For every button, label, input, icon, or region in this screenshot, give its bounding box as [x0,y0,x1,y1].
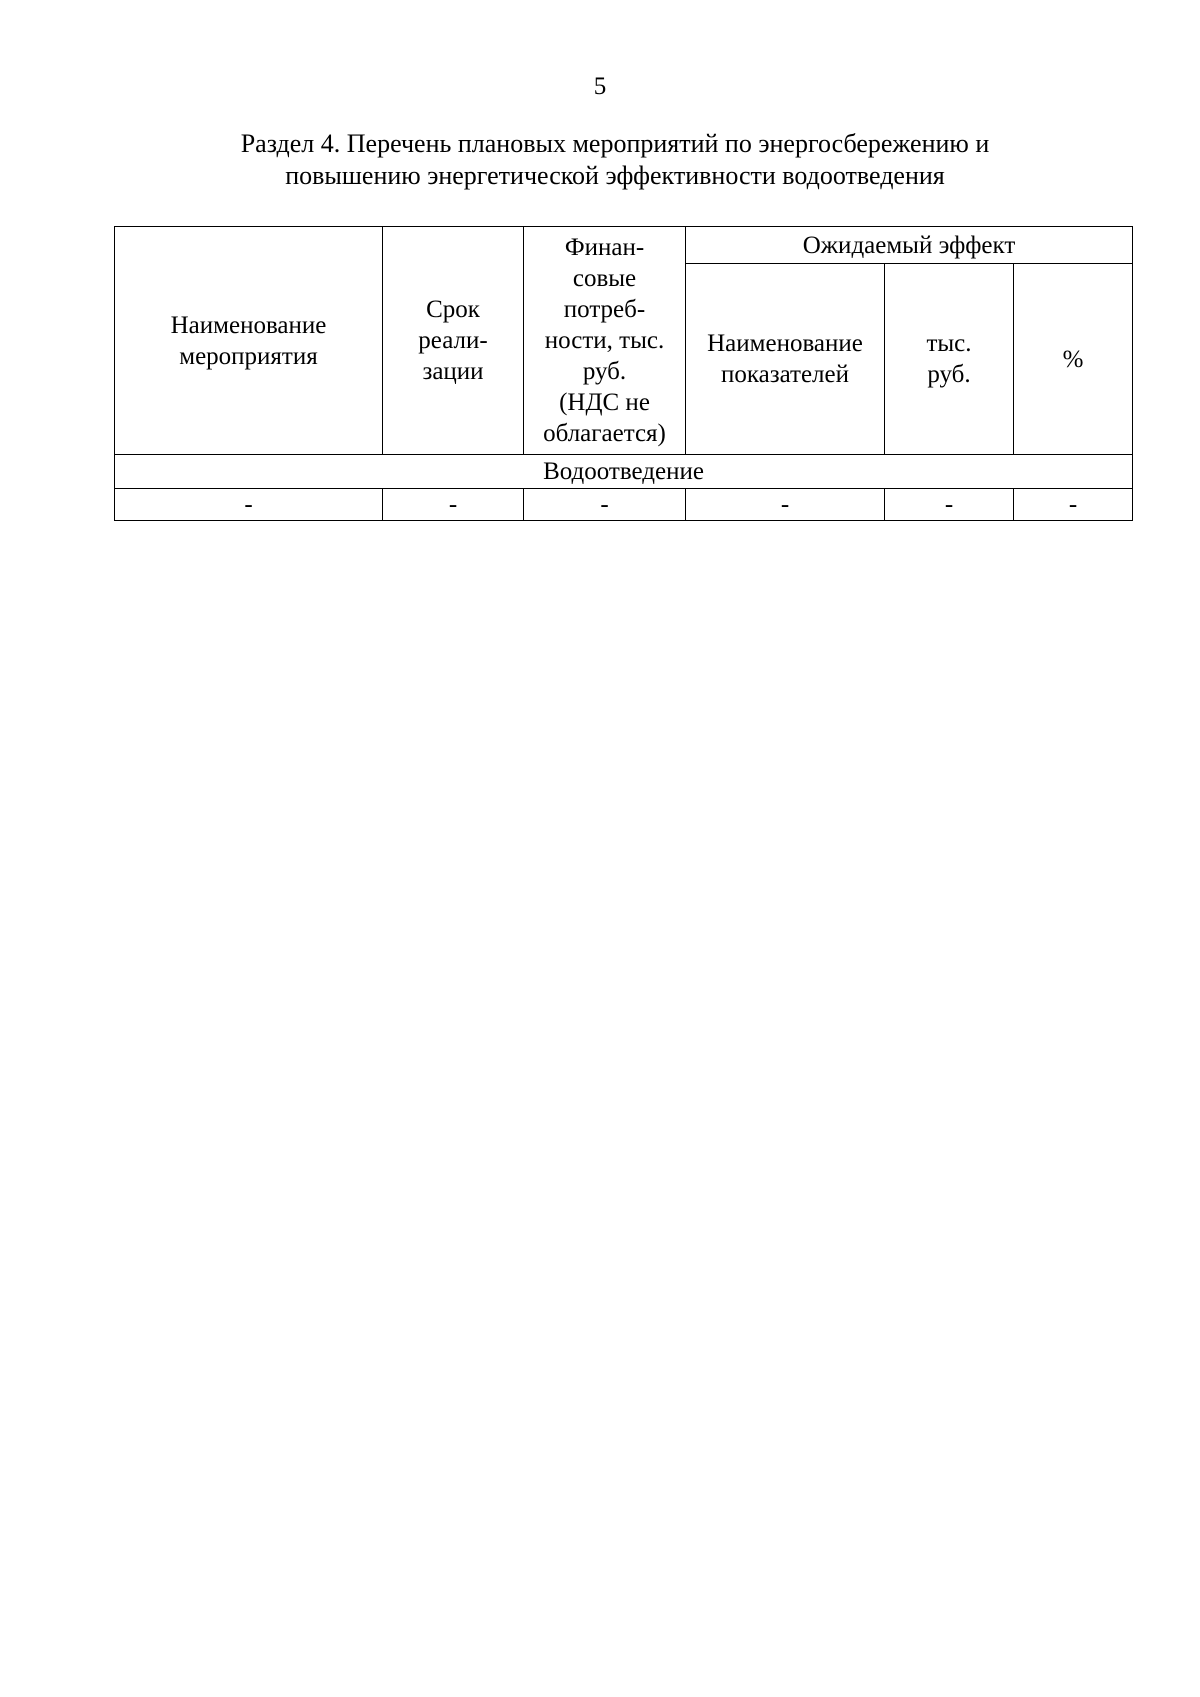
header-term: Срок реали- зации [383,227,524,455]
table-cell: - [885,489,1014,521]
table-header-row-top [115,227,1133,264]
section-title-line-1: Раздел 4. Перечень плановых мероприятий по энергосбережению и [240,129,990,158]
table-cell: - [1014,489,1133,521]
measures-table [114,226,1133,521]
table-cell: - [524,489,686,521]
header-expected-effect: Ожидаемый эффект [686,227,1133,264]
page-number: 5 [593,73,607,100]
section-title-line-2: повышению энергетической эффективности водоотведения [285,161,945,190]
header-financial-needs: Финан- совые потреб- ности, тыс. руб. (НДС не облагается) [524,227,686,455]
table-cell: - [383,489,524,521]
header-indicator-name: Наименование показателей [686,264,885,455]
table-cell: - [686,489,885,521]
header-thousand-rub: тыс. руб. [885,264,1014,455]
table-cell: - [115,489,383,521]
section-title [150,128,1080,192]
header-measure-name: Наименование мероприятия [115,227,383,455]
table-group-row [115,455,1133,489]
group-label: Водоотведение [115,455,1133,489]
table-row [115,489,1133,521]
header-percent: % [1014,264,1133,455]
